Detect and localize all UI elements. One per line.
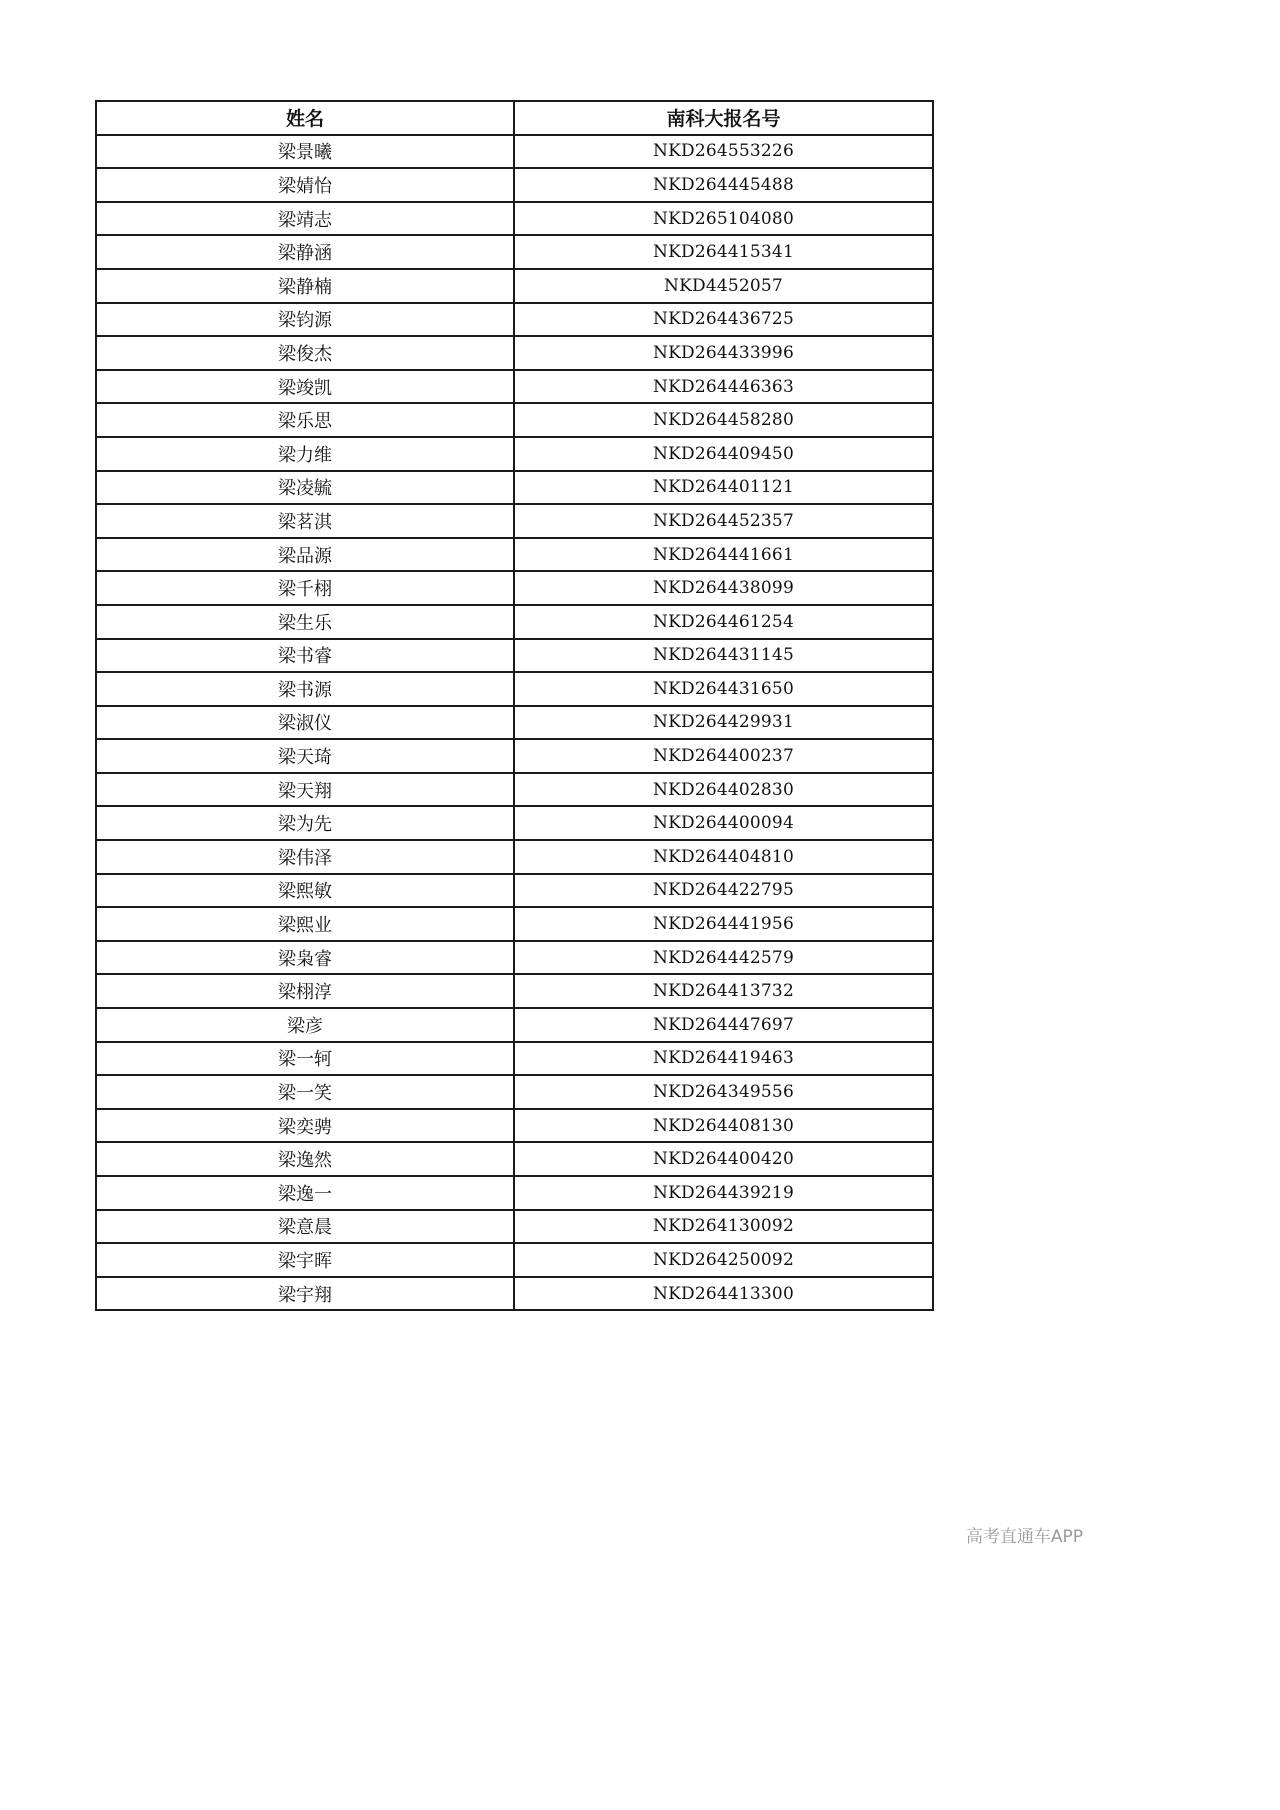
table-row (96, 605, 933, 639)
table-row (96, 1075, 933, 1109)
student-name-cell: 梁乐思 (96, 403, 514, 437)
table-row (96, 773, 933, 807)
table-header-row (96, 101, 933, 135)
registration-number-cell: NKD264400420 (514, 1142, 933, 1176)
table-row (96, 739, 933, 773)
table-row (96, 269, 933, 303)
registration-number-cell: NKD264431650 (514, 672, 933, 706)
student-name-cell: 梁俊杰 (96, 336, 514, 370)
registration-number-cell: NKD264458280 (514, 403, 933, 437)
student-name-cell: 梁逸然 (96, 1142, 514, 1176)
registration-number-cell: NKD264441661 (514, 538, 933, 572)
student-name-cell: 梁奕骋 (96, 1109, 514, 1143)
registration-number-cell: NKD264413300 (514, 1277, 933, 1311)
student-name-cell: 梁栩淳 (96, 974, 514, 1008)
student-name-cell: 梁竣凯 (96, 370, 514, 404)
registration-table (95, 100, 934, 1311)
column-header-registration-number: 南科大报名号 (514, 101, 933, 135)
table-row (96, 672, 933, 706)
registration-number-cell: NKD264431145 (514, 639, 933, 673)
registration-number-cell: NKD264419463 (514, 1042, 933, 1076)
student-name-cell: 梁宇翔 (96, 1277, 514, 1311)
registration-number-cell: NKD264438099 (514, 571, 933, 605)
student-name-cell: 梁宇晖 (96, 1243, 514, 1277)
registration-number-cell: NKD264441956 (514, 907, 933, 941)
table-row (96, 1042, 933, 1076)
registration-number-cell: NKD264250092 (514, 1243, 933, 1277)
registration-number-cell: NKD264439219 (514, 1176, 933, 1210)
table-row (96, 135, 933, 169)
table-row (96, 1008, 933, 1042)
table-row (96, 471, 933, 505)
table-row (96, 1243, 933, 1277)
student-name-cell: 梁力维 (96, 437, 514, 471)
registration-number-cell: NKD264429931 (514, 706, 933, 740)
student-name-cell: 梁品源 (96, 538, 514, 572)
registration-number-cell: NKD264408130 (514, 1109, 933, 1143)
student-name-cell: 梁静涵 (96, 235, 514, 269)
registration-number-cell: NKD264400237 (514, 739, 933, 773)
student-name-cell: 梁书源 (96, 672, 514, 706)
table-row (96, 571, 933, 605)
registration-number-cell: NKD264553226 (514, 135, 933, 169)
table-row (96, 874, 933, 908)
table-row (96, 168, 933, 202)
registration-number-cell: NKD264452357 (514, 504, 933, 538)
table-row (96, 941, 933, 975)
student-name-cell: 梁天翔 (96, 773, 514, 807)
table-row (96, 303, 933, 337)
registration-number-cell: NKD264445488 (514, 168, 933, 202)
registration-number-cell: NKD264415341 (514, 235, 933, 269)
student-name-cell: 梁熙敏 (96, 874, 514, 908)
table-row (96, 504, 933, 538)
student-name-cell: 梁伟泽 (96, 840, 514, 874)
student-name-cell: 梁千栩 (96, 571, 514, 605)
student-name-cell: 梁熙业 (96, 907, 514, 941)
registration-number-cell: NKD264461254 (514, 605, 933, 639)
table-row (96, 806, 933, 840)
table-row (96, 1109, 933, 1143)
registration-number-cell: NKD264400094 (514, 806, 933, 840)
student-name-cell: 梁彦 (96, 1008, 514, 1042)
table-row (96, 639, 933, 673)
table-row (96, 840, 933, 874)
student-name-cell: 梁婧怡 (96, 168, 514, 202)
student-name-cell: 梁逸一 (96, 1176, 514, 1210)
student-name-cell: 梁一轲 (96, 1042, 514, 1076)
table-row (96, 1277, 933, 1311)
registration-number-cell: NKD264349556 (514, 1075, 933, 1109)
table-row (96, 706, 933, 740)
student-name-cell: 梁意晨 (96, 1210, 514, 1244)
student-name-cell: 梁生乐 (96, 605, 514, 639)
registration-number-cell: NKD4452057 (514, 269, 933, 303)
registration-number-cell: NKD264442579 (514, 941, 933, 975)
table-row (96, 1176, 933, 1210)
registration-number-cell: NKD264402830 (514, 773, 933, 807)
table-row (96, 235, 933, 269)
student-name-cell: 梁凌毓 (96, 471, 514, 505)
student-name-cell: 梁书睿 (96, 639, 514, 673)
registration-number-cell: NKD264404810 (514, 840, 933, 874)
table-row (96, 403, 933, 437)
student-name-cell: 梁钧源 (96, 303, 514, 337)
registration-number-cell: NKD264447697 (514, 1008, 933, 1042)
student-name-cell: 梁静楠 (96, 269, 514, 303)
student-name-cell: 梁枭睿 (96, 941, 514, 975)
watermark: 高考直通车APP (965, 1527, 1083, 1547)
table-row (96, 202, 933, 236)
table-row (96, 1142, 933, 1176)
table-row (96, 336, 933, 370)
registration-number-cell: NKD264130092 (514, 1210, 933, 1244)
student-name-cell: 梁天琦 (96, 739, 514, 773)
student-name-cell: 梁为先 (96, 806, 514, 840)
registration-number-cell: NKD264422795 (514, 874, 933, 908)
table-row (96, 437, 933, 471)
table-row (96, 370, 933, 404)
table-row (96, 538, 933, 572)
student-name-cell: 梁景曦 (96, 135, 514, 169)
registration-number-cell: NKD264401121 (514, 471, 933, 505)
registration-number-cell: NKD264409450 (514, 437, 933, 471)
student-name-cell: 梁一笑 (96, 1075, 514, 1109)
registration-number-cell: NKD264446363 (514, 370, 933, 404)
column-header-name: 姓名 (96, 101, 514, 135)
registration-number-cell: NKD264433996 (514, 336, 933, 370)
student-name-cell: 梁茗淇 (96, 504, 514, 538)
registration-number-cell: NKD264436725 (514, 303, 933, 337)
registration-number-cell: NKD265104080 (514, 202, 933, 236)
table-row (96, 907, 933, 941)
student-name-cell: 梁淑仪 (96, 706, 514, 740)
student-name-cell: 梁靖志 (96, 202, 514, 236)
table-row (96, 974, 933, 1008)
registration-number-cell: NKD264413732 (514, 974, 933, 1008)
table-body (96, 135, 933, 1311)
table-row (96, 1210, 933, 1244)
